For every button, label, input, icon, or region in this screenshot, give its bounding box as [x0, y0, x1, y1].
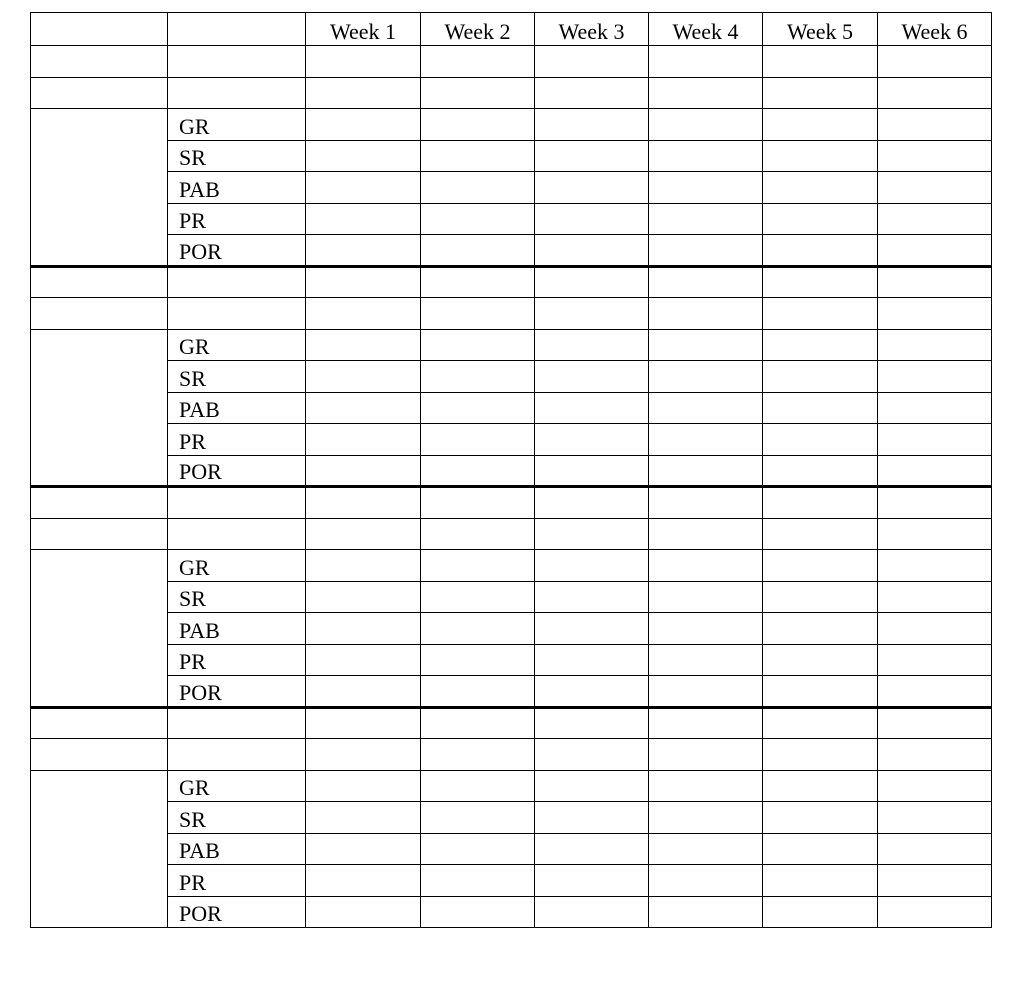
week-5-cell[interactable]: [763, 833, 878, 865]
week-6-cell[interactable]: [878, 770, 992, 802]
blank-row: [31, 487, 992, 519]
blank-row: [31, 298, 992, 330]
metric-row: [31, 550, 992, 582]
blank-row: [31, 46, 992, 78]
week-1-cell[interactable]: [306, 235, 421, 267]
metric-label: SR: [168, 802, 306, 834]
week-6-cell[interactable]: [878, 361, 992, 393]
metric-label: PAB: [168, 392, 306, 424]
week-6-cell[interactable]: [878, 77, 992, 109]
week-5-header: Week 5: [763, 13, 878, 46]
group-label-cell[interactable]: [31, 329, 168, 487]
week-1-cell[interactable]: [306, 424, 421, 456]
week-3-cell[interactable]: [535, 739, 649, 771]
week-2-cell[interactable]: [421, 613, 535, 645]
week-6-cell[interactable]: [878, 455, 992, 487]
week-2-cell[interactable]: [421, 644, 535, 676]
metric-row: [31, 109, 992, 141]
sublabel-cell[interactable]: [168, 298, 306, 330]
label-cell[interactable]: [31, 487, 168, 519]
week-1-cell[interactable]: [306, 707, 421, 739]
week-4-cell[interactable]: [649, 487, 763, 519]
metric-row: [31, 865, 992, 897]
week-4-cell[interactable]: [649, 266, 763, 298]
week-4-header: Week 4: [649, 13, 763, 46]
week-1-cell[interactable]: [306, 172, 421, 204]
week-1-cell[interactable]: [306, 644, 421, 676]
sublabel-cell[interactable]: [168, 77, 306, 109]
table-body: [31, 46, 992, 928]
week-4-cell[interactable]: [649, 172, 763, 204]
week-2-cell[interactable]: [421, 424, 535, 456]
week-4-cell[interactable]: [649, 329, 763, 361]
metric-label: PAB: [168, 833, 306, 865]
week-3-cell[interactable]: [535, 298, 649, 330]
week-4-cell[interactable]: [649, 833, 763, 865]
week-1-cell[interactable]: [306, 487, 421, 519]
week-4-cell[interactable]: [649, 109, 763, 141]
week-2-cell[interactable]: [421, 707, 535, 739]
label-cell[interactable]: [31, 739, 168, 771]
week-1-cell[interactable]: [306, 140, 421, 172]
week-4-cell[interactable]: [649, 140, 763, 172]
week-3-cell[interactable]: [535, 77, 649, 109]
metric-row: [31, 424, 992, 456]
week-6-cell[interactable]: [878, 518, 992, 550]
week-3-cell[interactable]: [535, 266, 649, 298]
metric-row: [31, 833, 992, 865]
week-5-cell[interactable]: [763, 172, 878, 204]
week-4-cell[interactable]: [649, 581, 763, 613]
week-1-cell[interactable]: [306, 329, 421, 361]
week-4-cell[interactable]: [649, 613, 763, 645]
week-1-cell[interactable]: [306, 550, 421, 582]
week-5-cell[interactable]: [763, 707, 878, 739]
week-2-header: Week 2: [421, 13, 535, 46]
metric-row: [31, 203, 992, 235]
week-5-cell[interactable]: [763, 298, 878, 330]
week-6-cell[interactable]: [878, 487, 992, 519]
week-3-cell[interactable]: [535, 581, 649, 613]
week-6-cell[interactable]: [878, 46, 992, 78]
week-1-cell[interactable]: [306, 392, 421, 424]
metric-row: [31, 329, 992, 361]
week-4-cell[interactable]: [649, 676, 763, 708]
group-label-cell[interactable]: [31, 770, 168, 928]
week-6-cell[interactable]: [878, 140, 992, 172]
week-3-cell[interactable]: [535, 455, 649, 487]
week-6-cell[interactable]: [878, 581, 992, 613]
week-5-cell[interactable]: [763, 329, 878, 361]
week-3-header: Week 3: [535, 13, 649, 46]
label-cell[interactable]: [31, 266, 168, 298]
week-4-cell[interactable]: [649, 518, 763, 550]
week-2-cell[interactable]: [421, 550, 535, 582]
week-5-cell[interactable]: [763, 739, 878, 771]
week-6-cell[interactable]: [878, 644, 992, 676]
weekly-tracking-table: [30, 12, 992, 928]
week-6-cell[interactable]: [878, 298, 992, 330]
week-6-cell[interactable]: [878, 865, 992, 897]
metric-label: PAB: [168, 172, 306, 204]
week-1-cell[interactable]: [306, 739, 421, 771]
metric-label: SR: [168, 140, 306, 172]
week-2-cell[interactable]: [421, 487, 535, 519]
metric-row: [31, 172, 992, 204]
week-1-cell[interactable]: [306, 203, 421, 235]
label-cell[interactable]: [31, 298, 168, 330]
week-5-cell[interactable]: [763, 109, 878, 141]
week-4-cell[interactable]: [649, 896, 763, 928]
metric-label: GR: [168, 550, 306, 582]
week-3-cell[interactable]: [535, 203, 649, 235]
week-5-cell[interactable]: [763, 266, 878, 298]
week-3-cell[interactable]: [535, 235, 649, 267]
week-2-cell[interactable]: [421, 361, 535, 393]
week-4-cell[interactable]: [649, 550, 763, 582]
week-5-cell[interactable]: [763, 203, 878, 235]
week-5-cell[interactable]: [763, 802, 878, 834]
group-label-cell[interactable]: [31, 109, 168, 267]
metric-label: POR: [168, 676, 306, 708]
metric-label: PR: [168, 424, 306, 456]
blank-row: [31, 77, 992, 109]
week-4-cell[interactable]: [649, 77, 763, 109]
week-3-cell[interactable]: [535, 172, 649, 204]
week-2-cell[interactable]: [421, 329, 535, 361]
blank-row: [31, 266, 992, 298]
week-2-cell[interactable]: [421, 833, 535, 865]
week-5-cell[interactable]: [763, 581, 878, 613]
week-3-cell[interactable]: [535, 518, 649, 550]
week-5-cell[interactable]: [763, 77, 878, 109]
week-4-cell[interactable]: [649, 802, 763, 834]
blank-row: [31, 518, 992, 550]
week-6-cell[interactable]: [878, 172, 992, 204]
week-3-cell[interactable]: [535, 329, 649, 361]
metric-label: PR: [168, 203, 306, 235]
week-1-cell[interactable]: [306, 518, 421, 550]
week-3-cell[interactable]: [535, 833, 649, 865]
week-2-cell[interactable]: [421, 140, 535, 172]
week-2-cell[interactable]: [421, 581, 535, 613]
week-5-cell[interactable]: [763, 896, 878, 928]
week-2-cell[interactable]: [421, 266, 535, 298]
header-blank-cell: [31, 13, 168, 46]
metric-label: GR: [168, 770, 306, 802]
week-1-cell[interactable]: [306, 361, 421, 393]
metric-row: [31, 140, 992, 172]
week-1-cell[interactable]: [306, 77, 421, 109]
week-2-cell[interactable]: [421, 46, 535, 78]
week-3-cell[interactable]: [535, 802, 649, 834]
week-1-cell[interactable]: [306, 802, 421, 834]
week-5-cell[interactable]: [763, 676, 878, 708]
metric-row: [31, 676, 992, 708]
week-6-cell[interactable]: [878, 802, 992, 834]
week-3-cell[interactable]: [535, 896, 649, 928]
metric-row: [31, 581, 992, 613]
blank-row: [31, 707, 992, 739]
metric-label: PAB: [168, 613, 306, 645]
sublabel-cell[interactable]: [168, 518, 306, 550]
week-2-cell[interactable]: [421, 739, 535, 771]
week-1-cell[interactable]: [306, 455, 421, 487]
label-cell[interactable]: [31, 46, 168, 78]
week-2-cell[interactable]: [421, 865, 535, 897]
week-2-cell[interactable]: [421, 172, 535, 204]
sublabel-cell[interactable]: [168, 707, 306, 739]
metric-row: [31, 235, 992, 267]
week-6-cell[interactable]: [878, 266, 992, 298]
sublabel-cell[interactable]: [168, 46, 306, 78]
week-4-cell[interactable]: [649, 644, 763, 676]
week-4-cell[interactable]: [649, 424, 763, 456]
week-5-cell[interactable]: [763, 392, 878, 424]
week-5-cell[interactable]: [763, 140, 878, 172]
header-row: [31, 13, 992, 46]
week-5-cell[interactable]: [763, 487, 878, 519]
week-1-cell[interactable]: [306, 46, 421, 78]
week-2-cell[interactable]: [421, 455, 535, 487]
week-1-cell[interactable]: [306, 896, 421, 928]
week-5-cell[interactable]: [763, 361, 878, 393]
week-1-cell[interactable]: [306, 581, 421, 613]
week-5-cell[interactable]: [763, 550, 878, 582]
week-2-cell[interactable]: [421, 203, 535, 235]
metric-row: [31, 644, 992, 676]
week-3-cell[interactable]: [535, 140, 649, 172]
label-cell[interactable]: [31, 77, 168, 109]
week-1-cell[interactable]: [306, 266, 421, 298]
week-2-cell[interactable]: [421, 676, 535, 708]
metric-label: POR: [168, 235, 306, 267]
sublabel-cell[interactable]: [168, 266, 306, 298]
week-1-header: Week 1: [306, 13, 421, 46]
week-2-cell[interactable]: [421, 896, 535, 928]
metric-label: GR: [168, 329, 306, 361]
week-6-cell[interactable]: [878, 676, 992, 708]
metric-label: SR: [168, 361, 306, 393]
metric-row: [31, 613, 992, 645]
week-6-cell[interactable]: [878, 109, 992, 141]
week-4-cell[interactable]: [649, 707, 763, 739]
week-5-cell[interactable]: [763, 518, 878, 550]
week-1-cell[interactable]: [306, 833, 421, 865]
week-1-cell[interactable]: [306, 613, 421, 645]
metric-label: POR: [168, 896, 306, 928]
week-3-cell[interactable]: [535, 392, 649, 424]
week-2-cell[interactable]: [421, 235, 535, 267]
week-4-cell[interactable]: [649, 455, 763, 487]
metric-label: POR: [168, 455, 306, 487]
metric-row: [31, 392, 992, 424]
week-3-cell[interactable]: [535, 46, 649, 78]
week-1-cell[interactable]: [306, 109, 421, 141]
week-2-cell[interactable]: [421, 770, 535, 802]
week-4-cell[interactable]: [649, 235, 763, 267]
week-3-cell[interactable]: [535, 770, 649, 802]
metric-label: SR: [168, 581, 306, 613]
week-5-cell[interactable]: [763, 424, 878, 456]
group-label-cell[interactable]: [31, 550, 168, 708]
week-4-cell[interactable]: [649, 361, 763, 393]
metric-row: [31, 896, 992, 928]
week-2-cell[interactable]: [421, 802, 535, 834]
week-3-cell[interactable]: [535, 644, 649, 676]
week-5-cell[interactable]: [763, 46, 878, 78]
metric-label: PR: [168, 644, 306, 676]
week-3-cell[interactable]: [535, 707, 649, 739]
week-4-cell[interactable]: [649, 770, 763, 802]
week-5-cell[interactable]: [763, 644, 878, 676]
metric-row: [31, 802, 992, 834]
week-2-cell[interactable]: [421, 298, 535, 330]
week-6-cell[interactable]: [878, 739, 992, 771]
week-3-cell[interactable]: [535, 487, 649, 519]
metric-label: PR: [168, 865, 306, 897]
week-3-cell[interactable]: [535, 865, 649, 897]
sublabel-cell[interactable]: [168, 487, 306, 519]
week-4-cell[interactable]: [649, 392, 763, 424]
week-3-cell[interactable]: [535, 550, 649, 582]
week-5-cell[interactable]: [763, 613, 878, 645]
week-6-cell[interactable]: [878, 235, 992, 267]
week-2-cell[interactable]: [421, 518, 535, 550]
header-blank-cell: [168, 13, 306, 46]
week-3-cell[interactable]: [535, 676, 649, 708]
label-cell[interactable]: [31, 707, 168, 739]
week-4-cell[interactable]: [649, 46, 763, 78]
week-3-cell[interactable]: [535, 361, 649, 393]
week-3-cell[interactable]: [535, 424, 649, 456]
week-2-cell[interactable]: [421, 77, 535, 109]
week-4-cell[interactable]: [649, 865, 763, 897]
metric-row: [31, 455, 992, 487]
week-1-cell[interactable]: [306, 865, 421, 897]
week-5-cell[interactable]: [763, 235, 878, 267]
blank-row: [31, 739, 992, 771]
week-4-cell[interactable]: [649, 203, 763, 235]
week-2-cell[interactable]: [421, 392, 535, 424]
week-6-cell[interactable]: [878, 203, 992, 235]
week-3-cell[interactable]: [535, 613, 649, 645]
sublabel-cell[interactable]: [168, 739, 306, 771]
metric-row: [31, 361, 992, 393]
week-6-cell[interactable]: [878, 392, 992, 424]
metric-row: [31, 770, 992, 802]
week-6-cell[interactable]: [878, 833, 992, 865]
week-4-cell[interactable]: [649, 298, 763, 330]
label-cell[interactable]: [31, 518, 168, 550]
week-6-cell[interactable]: [878, 329, 992, 361]
metric-label: GR: [168, 109, 306, 141]
week-2-cell[interactable]: [421, 109, 535, 141]
week-5-cell[interactable]: [763, 770, 878, 802]
week-6-cell[interactable]: [878, 896, 992, 928]
week-6-cell[interactable]: [878, 613, 992, 645]
week-1-cell[interactable]: [306, 676, 421, 708]
week-3-cell[interactable]: [535, 109, 649, 141]
week-5-cell[interactable]: [763, 455, 878, 487]
week-6-cell[interactable]: [878, 424, 992, 456]
week-6-header: Week 6: [878, 13, 992, 46]
week-5-cell[interactable]: [763, 865, 878, 897]
week-6-cell[interactable]: [878, 550, 992, 582]
week-4-cell[interactable]: [649, 739, 763, 771]
week-6-cell[interactable]: [878, 707, 992, 739]
week-1-cell[interactable]: [306, 298, 421, 330]
week-1-cell[interactable]: [306, 770, 421, 802]
